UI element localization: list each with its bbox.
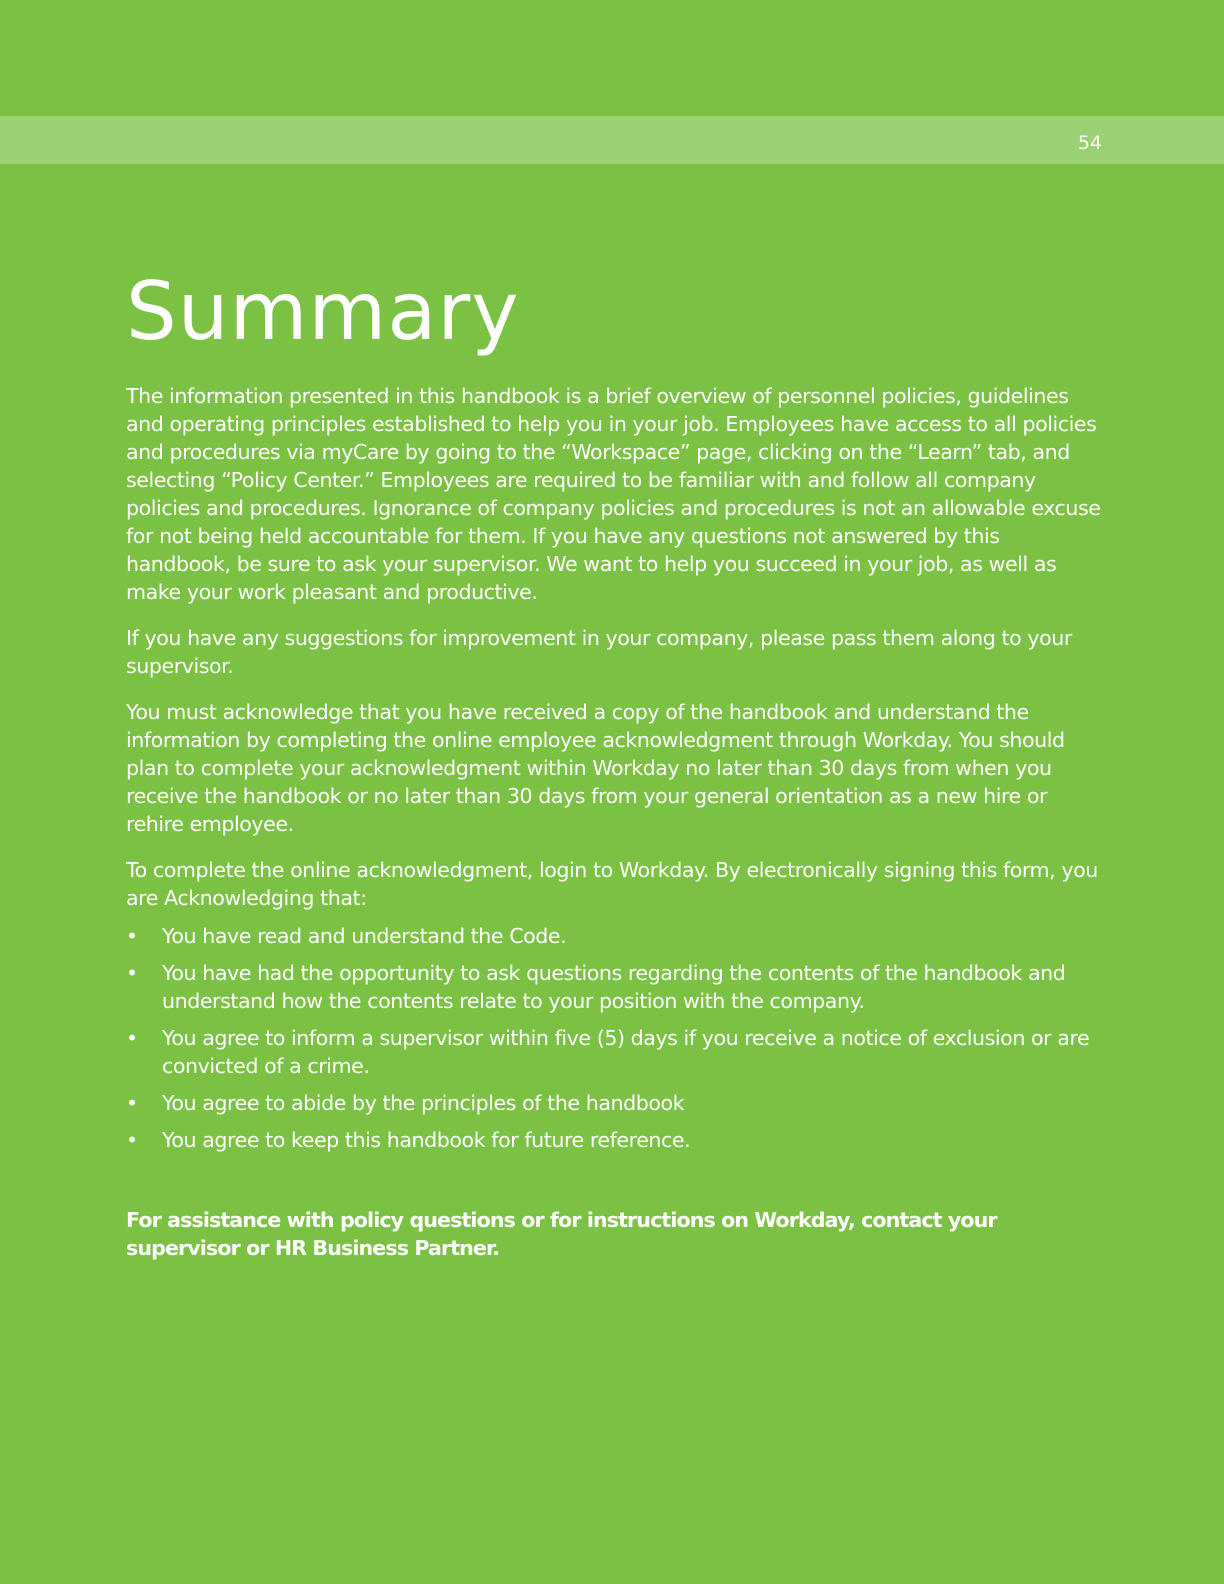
- list-item-text: You agree to inform a supervisor within five (5) days if you receive a notice of exclusion or are convicted of a crime.: [162, 1026, 1090, 1078]
- header-band: [0, 116, 1224, 164]
- contact-note: For assistance with policy questions or for instructions on Workday, contact your supervisor or HR Business Partner.: [126, 1208, 997, 1260]
- bullet-icon: •: [126, 1026, 138, 1050]
- list-item: [126, 1089, 1106, 1117]
- page-number: 54: [1077, 132, 1102, 154]
- list-item-text: You agree to abide by the principles of the handbook: [162, 1091, 685, 1115]
- list-item: [126, 1024, 1106, 1080]
- list-item-text: You have read and understand the Code.: [162, 924, 567, 948]
- list-item-text: You agree to keep this handbook for future reference.: [162, 1128, 691, 1152]
- list-item-text: You have had the opportunity to ask questions regarding the contents of the handbook and understand how the contents relate to your position with the company.: [162, 961, 1066, 1013]
- list-item: [126, 959, 1106, 1015]
- bullet-icon: •: [126, 924, 138, 948]
- acknowledgment-paragraph: You must acknowledge that you have received a copy of the handbook and understand the information by completing the online employee acknowledgment through Workday. You should plan to complete your acknowledgment within Workday no later than 30 days from when you receive the handbook or no later than 30 days from your general orientation as a new hire or rehire employee.: [126, 700, 1065, 836]
- main-content: [126, 262, 1106, 1283]
- list-item: [126, 922, 1106, 950]
- list-item: [126, 1126, 1106, 1154]
- bullet-icon: •: [126, 961, 138, 985]
- bullet-icon: •: [126, 1128, 138, 1152]
- page-title: Summary: [126, 265, 520, 358]
- bullet-icon: •: [126, 1091, 138, 1115]
- suggestions-paragraph: If you have any suggestions for improvement in your company, please pass them along to your supervisor.: [126, 626, 1072, 678]
- workday-instructions-paragraph: To complete the online acknowledgment, login to Workday. By electronically signing this form, you are Acknowledging that:: [126, 858, 1098, 910]
- intro-paragraph: The information presented in this handbook is a brief overview of personnel policies, guidelines and operating principles established to help you in your job. Employees have access to all policies and procedures via myCare by going to the “Workspace” page, clicking on the “Learn” tab, and selecting “Policy Center.” Employees are required to be familiar with and follow all company policies and procedures. Ignorance of company policies and procedures is not an allowable excuse for not being held accountable for them. If you have any questions not answered by this handbook, be sure to ask your supervisor. We want to help you succeed in your job, as well as make your work pleasant and productive.: [126, 384, 1101, 604]
- acknowledgment-list: [126, 922, 1106, 1154]
